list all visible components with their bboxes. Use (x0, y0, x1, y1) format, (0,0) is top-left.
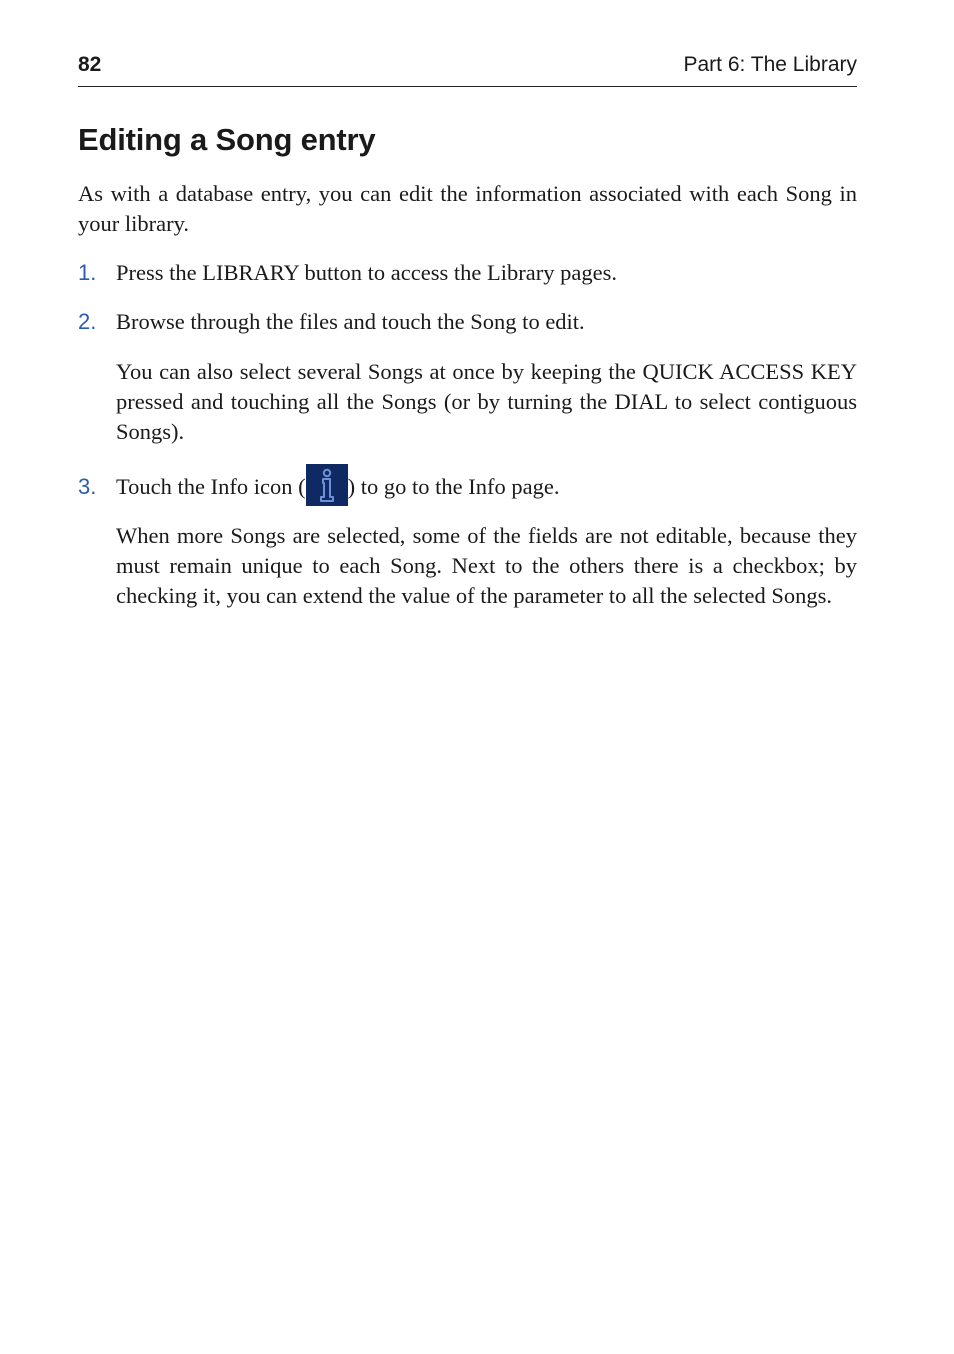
step-number: 1. (78, 260, 97, 285)
step-text (116, 472, 857, 504)
step-3-note: When more Songs are selected, some of the fields are not editable, because they must remain unique to each Song. Next to the others there is a checkbox; by checking it, you can extend the value of the parameter to all the selected Songs. (116, 523, 857, 608)
step-text-after-icon: ) to go to the Info page. (347, 474, 560, 499)
step-text: Browse through the files and touch the Song to edit. (116, 309, 585, 334)
running-head: Part 6: The Library (683, 53, 857, 76)
step-text-before-icon: Touch the Info icon ( (116, 474, 306, 499)
step-text: Press the LIBRARY button to access the Library pages. (116, 260, 617, 285)
step-number: 2. (78, 309, 97, 334)
section-title: Editing a Song entry (78, 122, 376, 157)
page-header (78, 52, 857, 87)
page-number: 82 (78, 53, 102, 76)
intro-paragraph: As with a database entry, you can edit the information associated with each Song in your library. (78, 181, 857, 236)
step-2-note: You can also select several Songs at once by keeping the QUICK ACCESS KEY pressed and touching all the Songs (or by turning the DIAL to select contiguous Songs). (116, 359, 857, 444)
info-icon (306, 464, 348, 506)
step-number: 3. (78, 474, 97, 499)
